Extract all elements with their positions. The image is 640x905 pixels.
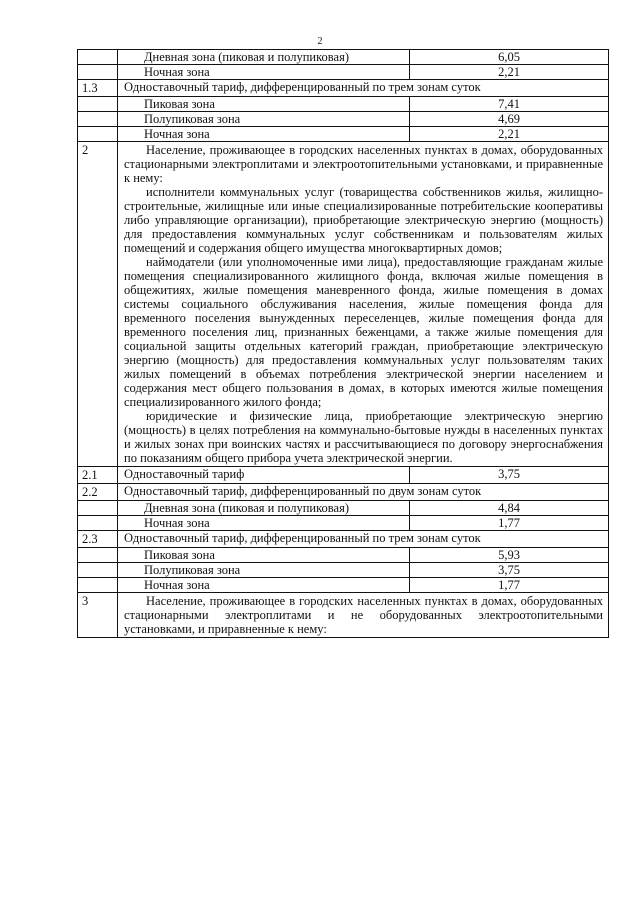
row-value-cell: 1,77 xyxy=(410,516,609,531)
table-row xyxy=(78,593,609,638)
row-value-cell: 3,75 xyxy=(410,467,609,484)
section-title-cell: Одноставочный тариф, дифференцированный по трем зонам суток xyxy=(118,531,609,548)
row-number-cell xyxy=(78,50,118,65)
table-row xyxy=(78,80,609,97)
row-value-cell: 2,21 xyxy=(410,127,609,142)
row-number-cell xyxy=(78,112,118,127)
row-number-cell xyxy=(78,65,118,80)
row-value-cell: 5,93 xyxy=(410,548,609,563)
row-value-cell: 2,21 xyxy=(410,65,609,80)
row-number-cell xyxy=(78,516,118,531)
row-value-cell: 1,77 xyxy=(410,578,609,593)
row-number-cell: 3 xyxy=(78,593,118,638)
table-row xyxy=(78,142,609,467)
row-name-cell: Дневная зона (пиковая и полупиковая) xyxy=(118,50,410,65)
row-value-cell: 4,69 xyxy=(410,112,609,127)
section-description-cell xyxy=(118,142,609,467)
row-name-cell: Пиковая зона xyxy=(118,97,410,112)
row-number-cell xyxy=(78,501,118,516)
row-name-cell: Дневная зона (пиковая и полупиковая) xyxy=(118,501,410,516)
table-row xyxy=(78,563,609,578)
row-name-cell: Полупиковая зона xyxy=(118,563,410,578)
row-name-cell: Ночная зона xyxy=(118,516,410,531)
row-value-cell: 4,84 xyxy=(410,501,609,516)
row-number-cell xyxy=(78,563,118,578)
row-name-cell: Ночная зона xyxy=(118,578,410,593)
tariff-table xyxy=(77,49,609,638)
row-name-cell: Одноставочный тариф xyxy=(118,467,410,484)
table-row xyxy=(78,50,609,65)
row-number-cell: 2.3 xyxy=(78,531,118,548)
table-row xyxy=(78,578,609,593)
table-row xyxy=(78,467,609,484)
table-row xyxy=(78,97,609,112)
row-value-cell: 6,05 xyxy=(410,50,609,65)
table-row xyxy=(78,501,609,516)
page-number: 2 xyxy=(317,36,323,47)
paragraph: Население, проживающее в городских населенных пунктах в домах, оборудованных стационарными электроплитами и электроотопительными установками, и приравненные к нему: xyxy=(124,143,603,185)
paragraph: исполнители коммунальных услуг (товарищества собственников жилья, жилищно-строительные, жилищные или иные специализированные потребительские кооперативы либо управляющие организации), приобретающие электрическую энергию (мощность) для предоставления коммунальных услуг собственникам и пользователям жилых помещений и содержания общего имущества многоквартирных домов; xyxy=(124,185,603,255)
row-name-cell: Ночная зона xyxy=(118,65,410,80)
table-row xyxy=(78,548,609,563)
section-title-cell: Одноставочный тариф, дифференцированный по трем зонам суток xyxy=(118,80,609,97)
row-number-cell: 2.2 xyxy=(78,484,118,501)
paragraph: юридические и физические лица, приобретающие электрическую энергию (мощность) в целях потребления на коммунально-бытовые нужды в населенных пунктах и жилых зонах при воинских частях и рассчитывающиеся по договору энергоснабжения по показаниям общего прибора учета электрической энергии. xyxy=(124,409,603,465)
table-row xyxy=(78,127,609,142)
row-number-cell xyxy=(78,97,118,112)
paragraph: Население, проживающее в городских населенных пунктах в домах, оборудованных стационарными электроплитами и не оборудованных электроотопительными установками, и приравненные к нему: xyxy=(124,594,603,636)
row-name-cell: Пиковая зона xyxy=(118,548,410,563)
row-value-cell: 3,75 xyxy=(410,563,609,578)
row-number-cell xyxy=(78,548,118,563)
table-row xyxy=(78,516,609,531)
row-value-cell: 7,41 xyxy=(410,97,609,112)
paragraph: наймодатели (или уполномоченные ими лица), предоставляющие гражданам жилые помещения специализированного жилищного фонда, включая жилые помещения в общежитиях, жилые помещения маневренного фонда, жилые помещения в домах системы социального обслуживания населения, жилые помещения фонда для временного поселения вынужденных переселенцев, жилые помещения фонда для временного поселения лиц, признанных беженцами, а также жилые помещения для социальной защиты отдельных категорий граждан, приобретающие электрическую энергию (мощность) для предоставления коммунальных услуг пользователям таких жилых помещений в объемах потребления электрической энергии населением и содержания мест общего пользования в домах, в которых имеются жилые помещения специализированного жилого фонда; xyxy=(124,255,603,409)
section-description-cell xyxy=(118,593,609,638)
table-row xyxy=(78,484,609,501)
table-row xyxy=(78,531,609,548)
row-number-cell: 2 xyxy=(78,142,118,467)
table-row xyxy=(78,65,609,80)
row-name-cell: Ночная зона xyxy=(118,127,410,142)
row-name-cell: Полупиковая зона xyxy=(118,112,410,127)
table-row xyxy=(78,112,609,127)
row-number-cell xyxy=(78,578,118,593)
row-number-cell: 1.3 xyxy=(78,80,118,97)
row-number-cell xyxy=(78,127,118,142)
row-number-cell: 2.1 xyxy=(78,467,118,484)
section-title-cell: Одноставочный тариф, дифференцированный по двум зонам суток xyxy=(118,484,609,501)
